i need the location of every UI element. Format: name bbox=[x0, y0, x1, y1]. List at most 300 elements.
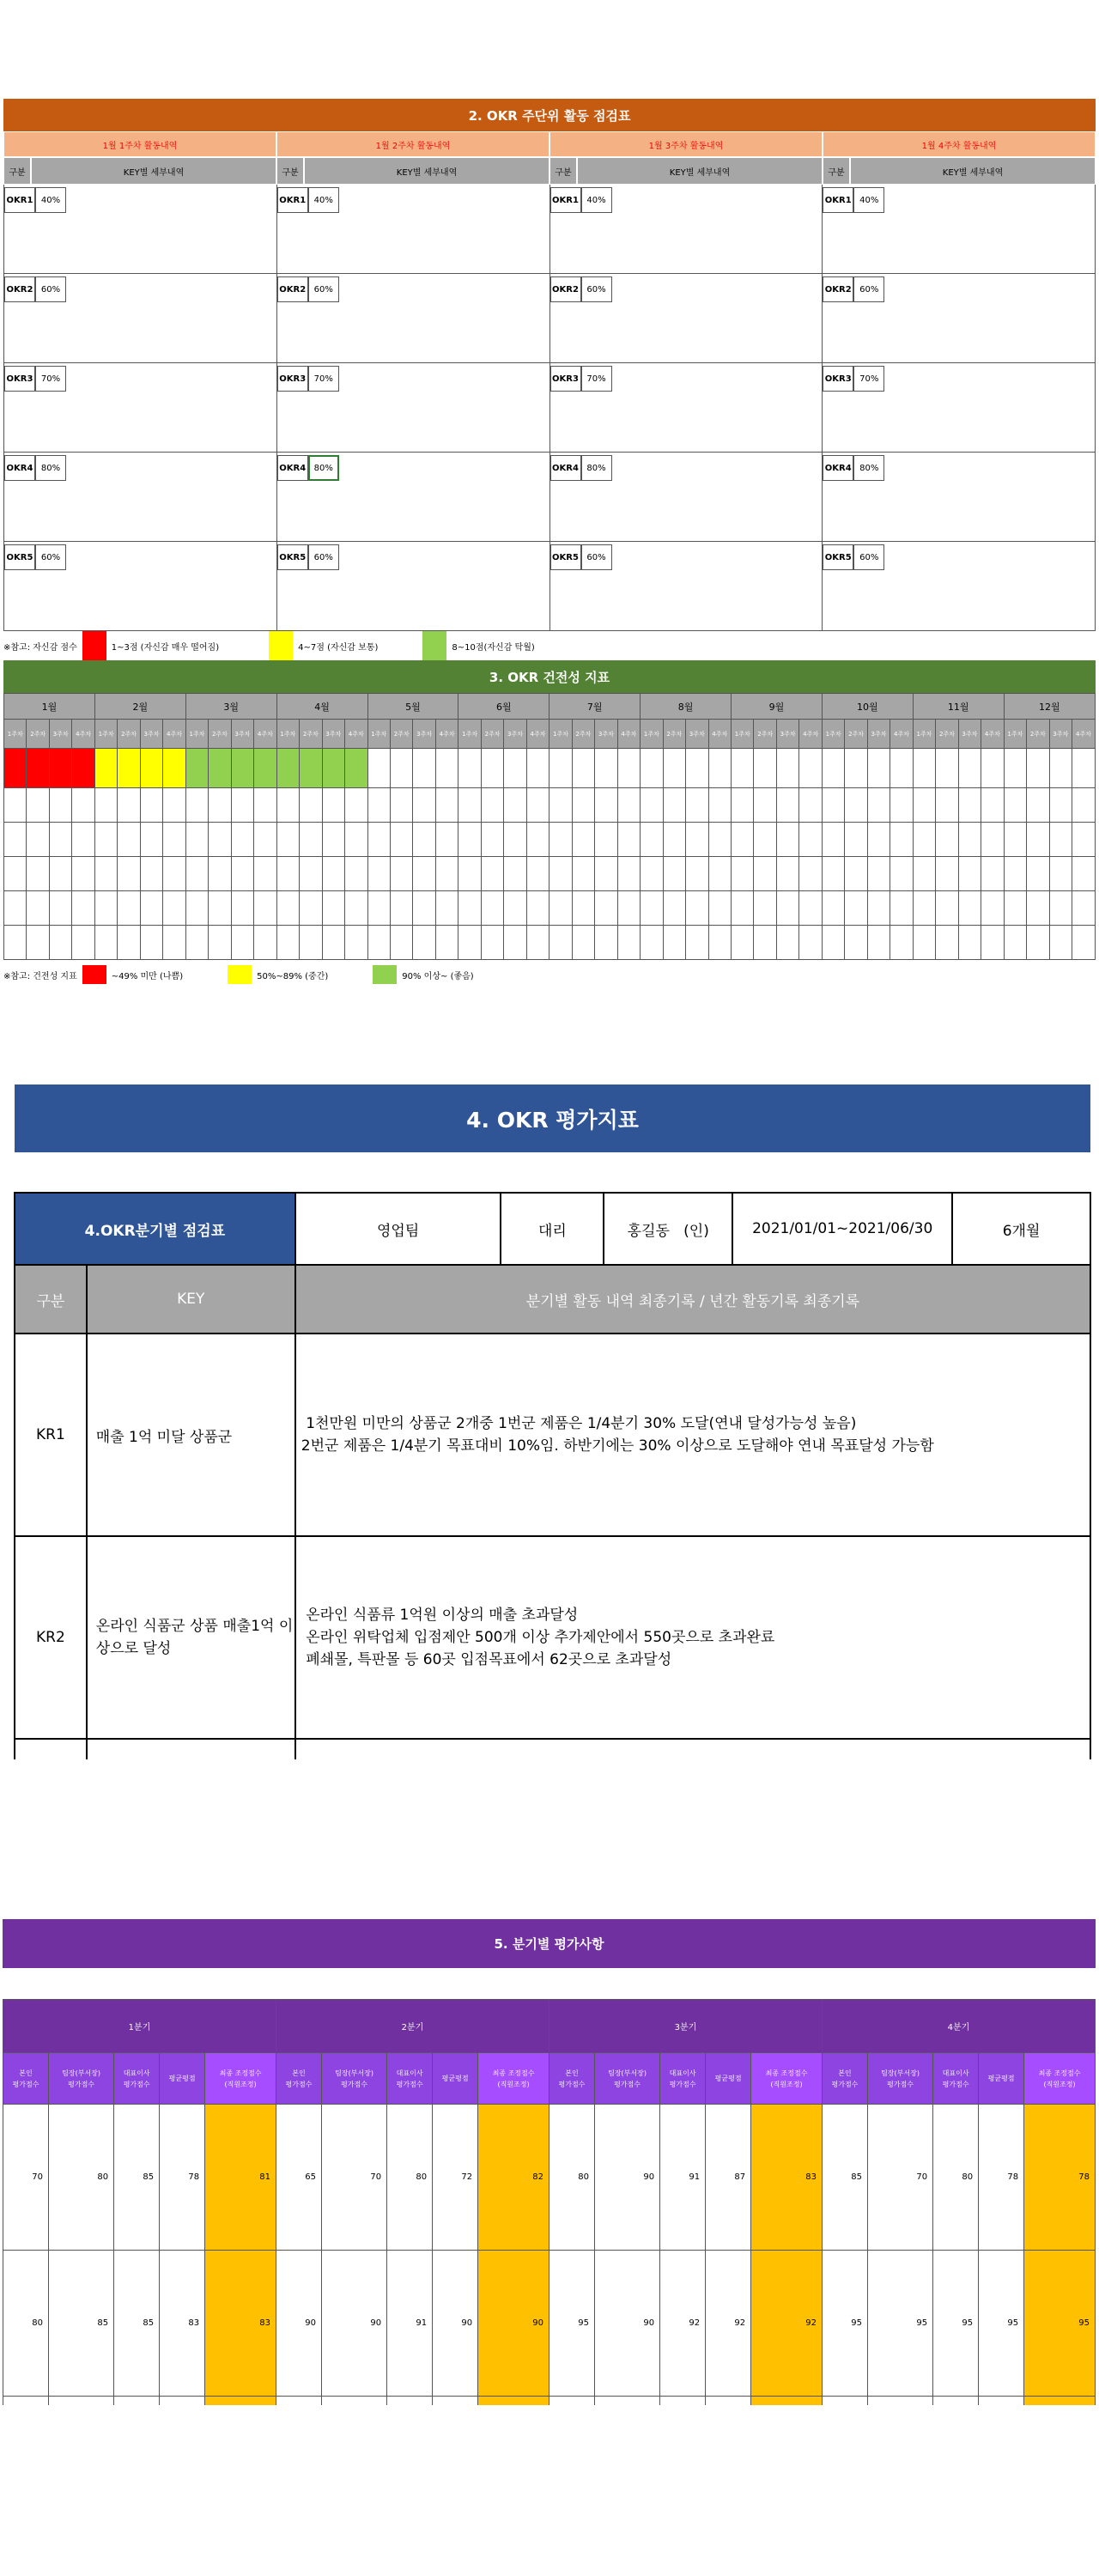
health-cell[interactable] bbox=[958, 749, 981, 788]
health-cell[interactable] bbox=[118, 926, 140, 960]
health-cell[interactable] bbox=[822, 749, 844, 788]
health-cell[interactable] bbox=[413, 891, 435, 926]
health-cell[interactable] bbox=[185, 788, 208, 823]
health-cell[interactable] bbox=[867, 891, 890, 926]
score-cell[interactable]: 87 bbox=[706, 2105, 751, 2251]
health-cell[interactable] bbox=[435, 749, 458, 788]
health-cell[interactable] bbox=[504, 891, 526, 926]
health-cell[interactable] bbox=[140, 926, 162, 960]
health-cell[interactable] bbox=[732, 926, 754, 960]
health-cell[interactable] bbox=[526, 749, 549, 788]
health-cell[interactable] bbox=[27, 857, 49, 891]
health-cell[interactable] bbox=[163, 823, 185, 857]
health-cell[interactable] bbox=[231, 788, 253, 823]
health-cell[interactable] bbox=[686, 857, 708, 891]
health-cell[interactable] bbox=[526, 788, 549, 823]
health-cell[interactable] bbox=[209, 788, 231, 823]
health-cell[interactable] bbox=[890, 857, 913, 891]
health-cell[interactable] bbox=[822, 823, 844, 857]
health-cell[interactable] bbox=[867, 823, 890, 857]
okr-week-cell[interactable] bbox=[823, 274, 1096, 363]
health-cell[interactable] bbox=[276, 823, 299, 857]
health-cell[interactable] bbox=[867, 788, 890, 823]
health-cell[interactable] bbox=[1072, 926, 1096, 960]
health-cell[interactable] bbox=[526, 823, 549, 857]
health-cell[interactable] bbox=[435, 926, 458, 960]
health-cell[interactable] bbox=[94, 857, 117, 891]
score-cell[interactable]: 85 bbox=[114, 2105, 160, 2251]
health-cell[interactable] bbox=[72, 926, 94, 960]
health-cell[interactable] bbox=[322, 926, 344, 960]
health-cell[interactable] bbox=[390, 926, 412, 960]
health-cell[interactable] bbox=[663, 891, 685, 926]
health-cell[interactable] bbox=[732, 857, 754, 891]
health-cell[interactable] bbox=[526, 926, 549, 960]
health-cell[interactable] bbox=[1049, 823, 1072, 857]
health-cell[interactable] bbox=[345, 788, 367, 823]
health-cell[interactable] bbox=[526, 857, 549, 891]
okr-week-cell[interactable] bbox=[823, 363, 1096, 453]
health-cell[interactable] bbox=[936, 788, 958, 823]
health-cell[interactable] bbox=[1027, 891, 1049, 926]
health-cell[interactable] bbox=[686, 926, 708, 960]
health-cell[interactable] bbox=[799, 823, 822, 857]
health-cell[interactable] bbox=[981, 749, 1004, 788]
score-cell[interactable]: 70 bbox=[321, 2105, 386, 2251]
health-cell[interactable] bbox=[163, 891, 185, 926]
health-cell[interactable] bbox=[981, 788, 1004, 823]
health-cell[interactable] bbox=[572, 823, 594, 857]
health-cell[interactable] bbox=[504, 749, 526, 788]
health-cell[interactable] bbox=[617, 891, 640, 926]
health-cell[interactable] bbox=[231, 926, 253, 960]
health-cell[interactable] bbox=[732, 891, 754, 926]
health-cell[interactable] bbox=[4, 788, 27, 823]
score-cell[interactable]: 95 bbox=[979, 2251, 1024, 2397]
health-cell[interactable] bbox=[254, 823, 276, 857]
health-cell[interactable] bbox=[254, 857, 276, 891]
health-cell[interactable] bbox=[845, 926, 867, 960]
health-cell[interactable] bbox=[367, 749, 390, 788]
health-cell[interactable] bbox=[754, 857, 776, 891]
score-cell[interactable]: 65 bbox=[276, 2105, 321, 2251]
health-cell[interactable] bbox=[1027, 823, 1049, 857]
health-cell[interactable] bbox=[890, 749, 913, 788]
health-cell[interactable] bbox=[276, 749, 299, 788]
health-cell[interactable] bbox=[276, 926, 299, 960]
health-cell[interactable] bbox=[504, 926, 526, 960]
health-cell[interactable] bbox=[663, 926, 685, 960]
health-cell[interactable] bbox=[958, 788, 981, 823]
health-cell[interactable] bbox=[94, 788, 117, 823]
score-cell[interactable]: 82 bbox=[478, 2105, 550, 2251]
health-cell[interactable] bbox=[890, 788, 913, 823]
score-cell[interactable]: 78 bbox=[1024, 2105, 1096, 2251]
health-cell[interactable] bbox=[1072, 749, 1096, 788]
health-cell[interactable] bbox=[458, 823, 481, 857]
health-cell[interactable] bbox=[867, 749, 890, 788]
health-cell[interactable] bbox=[1072, 891, 1096, 926]
health-cell[interactable] bbox=[617, 926, 640, 960]
health-cell[interactable] bbox=[936, 823, 958, 857]
health-cell[interactable] bbox=[641, 857, 663, 891]
health-cell[interactable] bbox=[845, 823, 867, 857]
health-cell[interactable] bbox=[231, 891, 253, 926]
health-cell[interactable] bbox=[1049, 788, 1072, 823]
health-cell[interactable] bbox=[118, 788, 140, 823]
health-cell[interactable] bbox=[118, 749, 140, 788]
health-cell[interactable] bbox=[936, 891, 958, 926]
score-cell[interactable]: 95 bbox=[549, 2251, 594, 2397]
health-cell[interactable] bbox=[981, 891, 1004, 926]
health-cell[interactable] bbox=[300, 891, 322, 926]
health-cell[interactable] bbox=[981, 823, 1004, 857]
okr-week-cell[interactable] bbox=[277, 274, 550, 363]
health-cell[interactable] bbox=[300, 926, 322, 960]
health-cell[interactable] bbox=[345, 857, 367, 891]
health-cell[interactable] bbox=[776, 857, 798, 891]
health-cell[interactable] bbox=[572, 857, 594, 891]
health-cell[interactable] bbox=[845, 749, 867, 788]
health-cell[interactable] bbox=[913, 788, 935, 823]
health-cell[interactable] bbox=[300, 857, 322, 891]
health-cell[interactable] bbox=[322, 857, 344, 891]
health-cell[interactable] bbox=[49, 926, 71, 960]
health-cell[interactable] bbox=[799, 926, 822, 960]
health-cell[interactable] bbox=[936, 857, 958, 891]
health-cell[interactable] bbox=[1072, 823, 1096, 857]
health-cell[interactable] bbox=[799, 749, 822, 788]
health-cell[interactable] bbox=[913, 823, 935, 857]
health-cell[interactable] bbox=[458, 857, 481, 891]
okr-week-cell[interactable] bbox=[277, 542, 550, 631]
health-cell[interactable] bbox=[435, 823, 458, 857]
health-cell[interactable] bbox=[72, 857, 94, 891]
health-cell[interactable] bbox=[663, 823, 685, 857]
health-cell[interactable] bbox=[617, 857, 640, 891]
health-cell[interactable] bbox=[140, 857, 162, 891]
health-cell[interactable] bbox=[209, 891, 231, 926]
health-cell[interactable] bbox=[550, 749, 572, 788]
health-cell[interactable] bbox=[504, 823, 526, 857]
health-cell[interactable] bbox=[1049, 749, 1072, 788]
health-cell[interactable] bbox=[163, 749, 185, 788]
health-cell[interactable] bbox=[550, 891, 572, 926]
okr-week-cell[interactable] bbox=[550, 453, 823, 542]
health-cell[interactable] bbox=[185, 823, 208, 857]
health-cell[interactable] bbox=[617, 749, 640, 788]
health-cell[interactable] bbox=[799, 891, 822, 926]
health-cell[interactable] bbox=[595, 823, 617, 857]
score-cell[interactable]: 92 bbox=[706, 2251, 751, 2397]
health-cell[interactable] bbox=[481, 857, 503, 891]
score-cell[interactable]: 83 bbox=[751, 2105, 823, 2251]
score-cell[interactable]: 80 bbox=[549, 2105, 594, 2251]
health-cell[interactable] bbox=[367, 891, 390, 926]
health-cell[interactable] bbox=[595, 749, 617, 788]
health-cell[interactable] bbox=[118, 823, 140, 857]
health-cell[interactable] bbox=[140, 823, 162, 857]
health-cell[interactable] bbox=[686, 749, 708, 788]
okr-week-cell[interactable] bbox=[550, 274, 823, 363]
health-cell[interactable] bbox=[27, 788, 49, 823]
score-cell[interactable]: 78 bbox=[160, 2105, 205, 2251]
health-cell[interactable] bbox=[4, 891, 27, 926]
health-cell[interactable] bbox=[595, 788, 617, 823]
health-cell[interactable] bbox=[708, 788, 731, 823]
health-cell[interactable] bbox=[390, 857, 412, 891]
health-cell[interactable] bbox=[254, 749, 276, 788]
health-cell[interactable] bbox=[185, 891, 208, 926]
health-cell[interactable] bbox=[4, 857, 27, 891]
okr-week-cell[interactable] bbox=[277, 185, 550, 274]
health-cell[interactable] bbox=[72, 823, 94, 857]
health-cell[interactable] bbox=[4, 823, 27, 857]
health-cell[interactable] bbox=[254, 926, 276, 960]
health-cell[interactable] bbox=[572, 926, 594, 960]
health-cell[interactable] bbox=[345, 926, 367, 960]
health-cell[interactable] bbox=[49, 857, 71, 891]
health-cell[interactable] bbox=[799, 857, 822, 891]
health-cell[interactable] bbox=[913, 926, 935, 960]
health-cell[interactable] bbox=[72, 749, 94, 788]
health-cell[interactable] bbox=[641, 788, 663, 823]
health-cell[interactable] bbox=[276, 891, 299, 926]
health-cell[interactable] bbox=[1049, 926, 1072, 960]
score-cell[interactable]: 70 bbox=[867, 2105, 932, 2251]
health-cell[interactable] bbox=[254, 891, 276, 926]
health-cell[interactable] bbox=[118, 857, 140, 891]
score-cell[interactable]: 90 bbox=[276, 2251, 321, 2397]
health-cell[interactable] bbox=[435, 857, 458, 891]
score-cell[interactable]: 92 bbox=[660, 2251, 706, 2397]
health-cell[interactable] bbox=[345, 891, 367, 926]
health-cell[interactable] bbox=[49, 823, 71, 857]
health-cell[interactable] bbox=[49, 891, 71, 926]
health-cell[interactable] bbox=[94, 749, 117, 788]
health-cell[interactable] bbox=[550, 823, 572, 857]
health-cell[interactable] bbox=[163, 857, 185, 891]
score-cell[interactable]: 95 bbox=[822, 2251, 867, 2397]
health-cell[interactable] bbox=[845, 857, 867, 891]
health-cell[interactable] bbox=[1049, 891, 1072, 926]
health-cell[interactable] bbox=[754, 891, 776, 926]
health-cell[interactable] bbox=[550, 926, 572, 960]
health-cell[interactable] bbox=[595, 857, 617, 891]
score-cell[interactable]: 80 bbox=[48, 2105, 113, 2251]
health-cell[interactable] bbox=[140, 749, 162, 788]
health-cell[interactable] bbox=[390, 823, 412, 857]
health-cell[interactable] bbox=[1049, 857, 1072, 891]
health-cell[interactable] bbox=[550, 788, 572, 823]
health-cell[interactable] bbox=[663, 857, 685, 891]
health-cell[interactable] bbox=[458, 926, 481, 960]
health-cell[interactable] bbox=[1072, 788, 1096, 823]
health-cell[interactable] bbox=[754, 926, 776, 960]
health-cell[interactable] bbox=[276, 788, 299, 823]
health-cell[interactable] bbox=[94, 926, 117, 960]
health-cell[interactable] bbox=[958, 823, 981, 857]
okr-week-cell[interactable] bbox=[550, 185, 823, 274]
health-cell[interactable] bbox=[254, 788, 276, 823]
health-cell[interactable] bbox=[572, 749, 594, 788]
health-cell[interactable] bbox=[322, 788, 344, 823]
score-cell[interactable]: 83 bbox=[160, 2251, 205, 2397]
health-cell[interactable] bbox=[345, 749, 367, 788]
health-cell[interactable] bbox=[72, 788, 94, 823]
health-cell[interactable] bbox=[572, 891, 594, 926]
health-cell[interactable] bbox=[776, 926, 798, 960]
health-cell[interactable] bbox=[367, 823, 390, 857]
health-cell[interactable] bbox=[913, 749, 935, 788]
health-cell[interactable] bbox=[776, 788, 798, 823]
health-cell[interactable] bbox=[390, 749, 412, 788]
health-cell[interactable] bbox=[367, 788, 390, 823]
health-cell[interactable] bbox=[300, 823, 322, 857]
health-cell[interactable] bbox=[118, 891, 140, 926]
health-cell[interactable] bbox=[867, 926, 890, 960]
health-cell[interactable] bbox=[322, 891, 344, 926]
health-cell[interactable] bbox=[300, 788, 322, 823]
health-cell[interactable] bbox=[617, 788, 640, 823]
health-cell[interactable] bbox=[481, 926, 503, 960]
okr-week-cell[interactable] bbox=[823, 453, 1096, 542]
okr-week-cell[interactable] bbox=[550, 542, 823, 631]
health-cell[interactable] bbox=[867, 857, 890, 891]
health-cell[interactable] bbox=[413, 823, 435, 857]
health-cell[interactable] bbox=[458, 891, 481, 926]
okr-week-cell[interactable] bbox=[823, 185, 1096, 274]
score-cell[interactable]: 92 bbox=[751, 2251, 823, 2397]
health-cell[interactable] bbox=[890, 926, 913, 960]
health-cell[interactable] bbox=[663, 749, 685, 788]
score-cell[interactable]: 85 bbox=[48, 2251, 113, 2397]
health-cell[interactable] bbox=[732, 788, 754, 823]
health-cell[interactable] bbox=[1004, 926, 1026, 960]
health-cell[interactable] bbox=[27, 891, 49, 926]
okr-week-cell[interactable] bbox=[277, 363, 550, 453]
health-cell[interactable] bbox=[322, 823, 344, 857]
health-cell[interactable] bbox=[140, 891, 162, 926]
health-cell[interactable] bbox=[776, 749, 798, 788]
health-cell[interactable] bbox=[231, 823, 253, 857]
health-cell[interactable] bbox=[185, 926, 208, 960]
health-cell[interactable] bbox=[958, 926, 981, 960]
health-cell[interactable] bbox=[458, 749, 481, 788]
health-cell[interactable] bbox=[686, 891, 708, 926]
health-cell[interactable] bbox=[27, 823, 49, 857]
health-cell[interactable] bbox=[550, 857, 572, 891]
health-cell[interactable] bbox=[163, 926, 185, 960]
health-cell[interactable] bbox=[822, 788, 844, 823]
health-cell[interactable] bbox=[845, 788, 867, 823]
health-cell[interactable] bbox=[72, 891, 94, 926]
health-cell[interactable] bbox=[390, 891, 412, 926]
health-cell[interactable] bbox=[504, 788, 526, 823]
health-cell[interactable] bbox=[413, 857, 435, 891]
health-cell[interactable] bbox=[140, 788, 162, 823]
health-cell[interactable] bbox=[231, 749, 253, 788]
health-cell[interactable] bbox=[641, 891, 663, 926]
health-cell[interactable] bbox=[708, 891, 731, 926]
health-cell[interactable] bbox=[49, 749, 71, 788]
health-cell[interactable] bbox=[185, 749, 208, 788]
health-cell[interactable] bbox=[1004, 891, 1026, 926]
score-cell[interactable]: 90 bbox=[321, 2251, 386, 2397]
health-cell[interactable] bbox=[209, 823, 231, 857]
health-cell[interactable] bbox=[413, 926, 435, 960]
health-cell[interactable] bbox=[732, 749, 754, 788]
health-cell[interactable] bbox=[367, 926, 390, 960]
score-cell[interactable]: 70 bbox=[3, 2105, 49, 2251]
health-cell[interactable] bbox=[1004, 788, 1026, 823]
health-cell[interactable] bbox=[231, 857, 253, 891]
health-cell[interactable] bbox=[1004, 823, 1026, 857]
score-cell[interactable]: 90 bbox=[478, 2251, 550, 2397]
health-cell[interactable] bbox=[209, 749, 231, 788]
health-cell[interactable] bbox=[776, 891, 798, 926]
health-cell[interactable] bbox=[822, 926, 844, 960]
health-cell[interactable] bbox=[276, 857, 299, 891]
health-cell[interactable] bbox=[1027, 926, 1049, 960]
health-cell[interactable] bbox=[708, 926, 731, 960]
health-cell[interactable] bbox=[732, 823, 754, 857]
score-cell[interactable]: 95 bbox=[933, 2251, 979, 2397]
health-cell[interactable] bbox=[708, 857, 731, 891]
health-cell[interactable] bbox=[936, 926, 958, 960]
health-cell[interactable] bbox=[1027, 788, 1049, 823]
health-cell[interactable] bbox=[4, 749, 27, 788]
health-cell[interactable] bbox=[504, 857, 526, 891]
health-cell[interactable] bbox=[890, 823, 913, 857]
okr-week-cell[interactable] bbox=[4, 542, 277, 631]
health-cell[interactable] bbox=[595, 891, 617, 926]
health-cell[interactable] bbox=[435, 891, 458, 926]
health-cell[interactable] bbox=[481, 788, 503, 823]
health-cell[interactable] bbox=[822, 891, 844, 926]
health-cell[interactable] bbox=[458, 788, 481, 823]
health-cell[interactable] bbox=[27, 749, 49, 788]
health-cell[interactable] bbox=[890, 891, 913, 926]
health-cell[interactable] bbox=[641, 926, 663, 960]
score-cell[interactable]: 80 bbox=[387, 2105, 433, 2251]
health-cell[interactable] bbox=[708, 823, 731, 857]
health-cell[interactable] bbox=[958, 891, 981, 926]
health-cell[interactable] bbox=[300, 749, 322, 788]
score-cell[interactable]: 80 bbox=[933, 2105, 979, 2251]
health-cell[interactable] bbox=[209, 926, 231, 960]
health-cell[interactable] bbox=[163, 788, 185, 823]
health-cell[interactable] bbox=[776, 823, 798, 857]
health-cell[interactable] bbox=[1027, 857, 1049, 891]
health-cell[interactable] bbox=[94, 891, 117, 926]
health-cell[interactable] bbox=[185, 857, 208, 891]
health-cell[interactable] bbox=[708, 749, 731, 788]
health-cell[interactable] bbox=[322, 749, 344, 788]
health-cell[interactable] bbox=[435, 788, 458, 823]
health-cell[interactable] bbox=[526, 891, 549, 926]
health-cell[interactable] bbox=[1004, 857, 1026, 891]
health-cell[interactable] bbox=[958, 857, 981, 891]
health-cell[interactable] bbox=[481, 823, 503, 857]
okr-week-cell[interactable] bbox=[550, 363, 823, 453]
health-cell[interactable] bbox=[572, 788, 594, 823]
health-cell[interactable] bbox=[686, 788, 708, 823]
health-cell[interactable] bbox=[981, 857, 1004, 891]
health-cell[interactable] bbox=[27, 926, 49, 960]
health-cell[interactable] bbox=[754, 749, 776, 788]
okr-week-cell[interactable] bbox=[4, 363, 277, 453]
